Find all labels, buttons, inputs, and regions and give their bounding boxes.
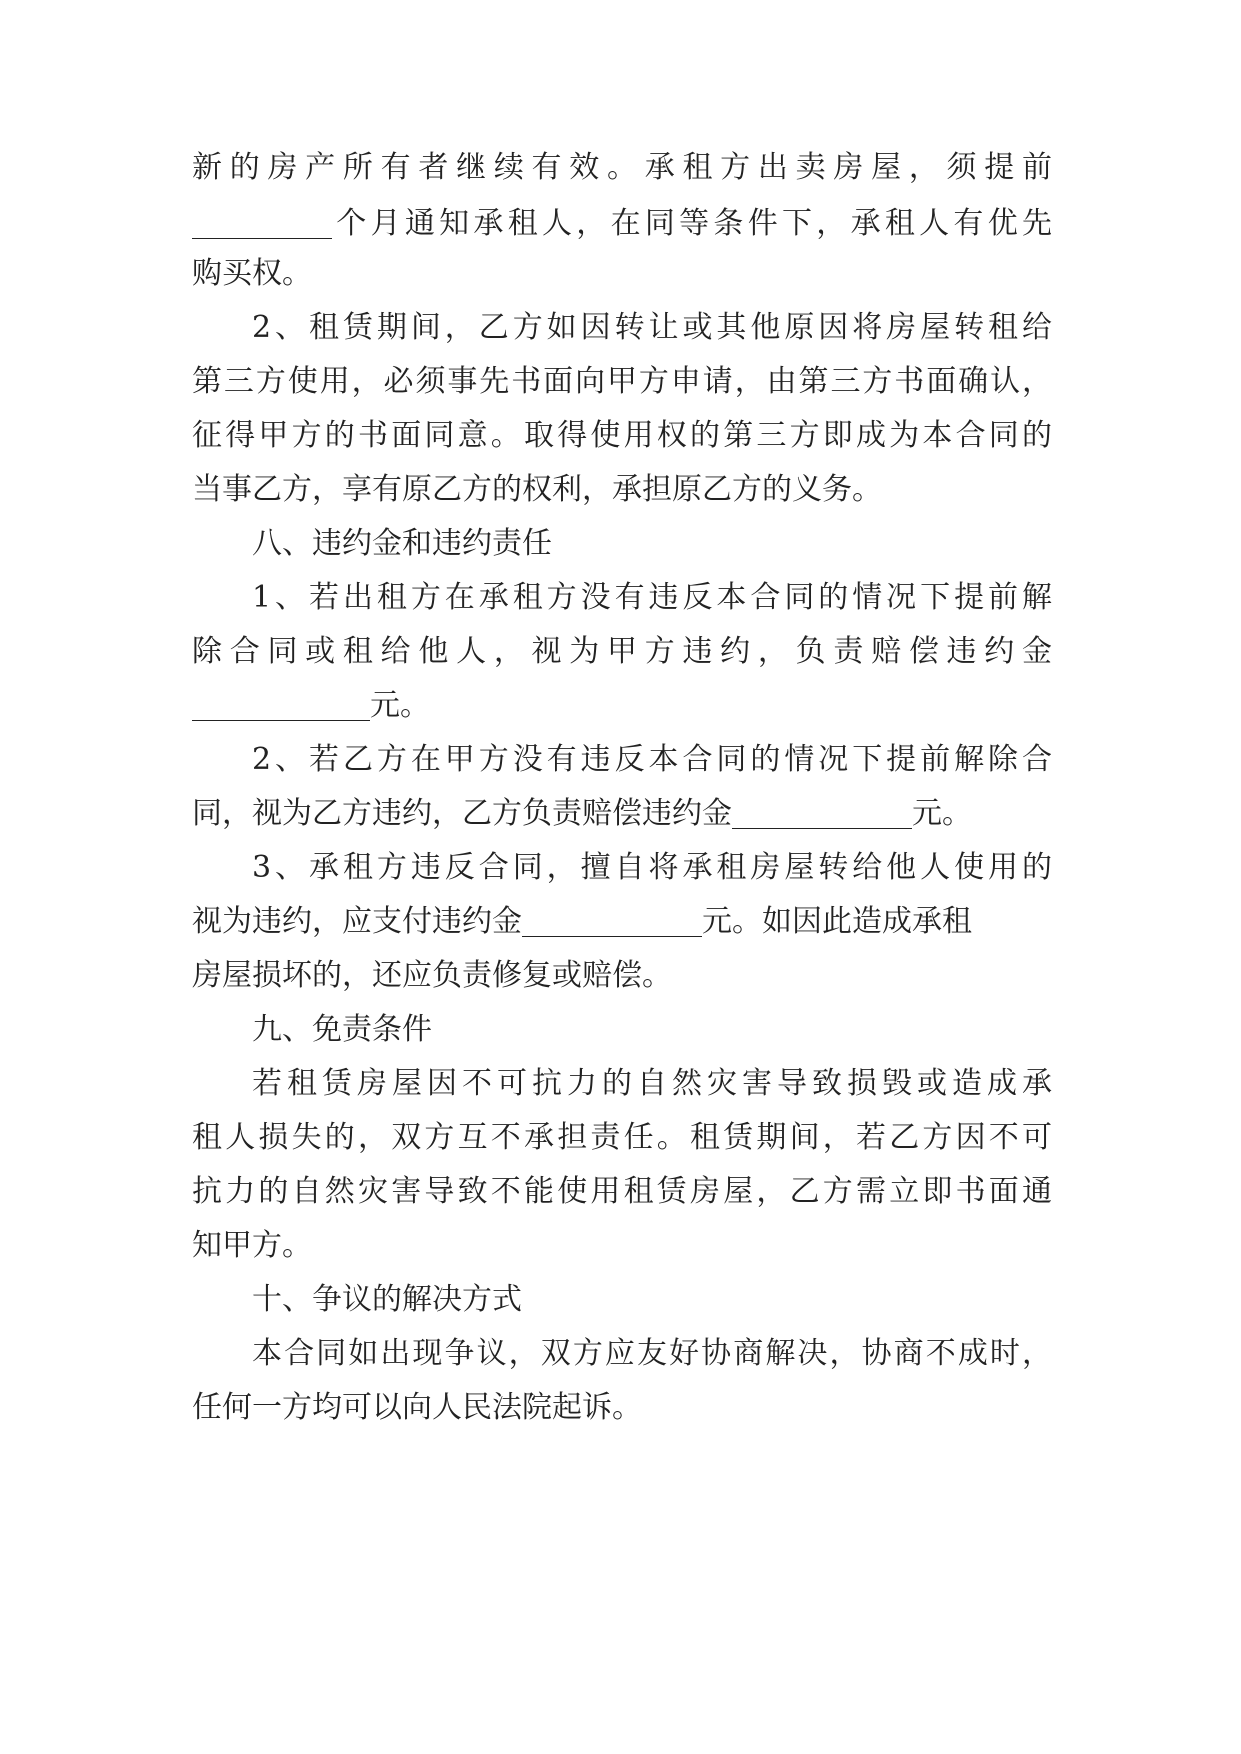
- text-span: 元。如因此造成承租: [702, 904, 972, 939]
- text-span: 新的房产所有者继续有效。承租方出卖房屋，须提前: [192, 150, 1052, 185]
- text-span: 2、租赁期间，乙方如因转让或其他原因将房屋转租给: [252, 310, 1052, 345]
- text-span: 任何一方均可以向人民法院起诉。: [192, 1390, 642, 1425]
- text-span: 1、若出租方在承租方没有违反本合同的情况下提前解: [252, 580, 1052, 615]
- text-span: 抗力的自然灾害导致不能使用租赁房屋，乙方需立即书面通: [192, 1174, 1052, 1209]
- text-span: 元。: [912, 796, 972, 831]
- text-span: 八、违约金和违约责任: [252, 526, 552, 561]
- text-span: 房屋损坏的，还应负责修复或赔偿。: [192, 958, 672, 993]
- text-span: 个月通知承租人，在同等条件下，承租人有优先: [332, 206, 1052, 241]
- fill-in-blank: [522, 902, 702, 937]
- text-span: 3、承租方违反合同，擅自将承租房屋转给他人使用的: [252, 850, 1052, 885]
- text-span: 当事乙方，享有原乙方的权利，承担原乙方的义务。: [192, 472, 882, 507]
- text-span: 租人损失的，双方互不承担责任。租赁期间，若乙方因不可: [192, 1120, 1052, 1155]
- fill-in-blank: [732, 794, 912, 829]
- text-span: 购买权。: [192, 256, 312, 291]
- text-span: 若租赁房屋因不可抗力的自然灾害导致损毁或造成承: [252, 1066, 1052, 1101]
- text-span: 元。: [370, 688, 430, 723]
- fill-in-blank: [192, 686, 370, 721]
- text-span: 九、免责条件: [252, 1012, 432, 1047]
- fill-in-blank: [192, 204, 332, 239]
- text-span: 本合同如出现争议，双方应友好协商解决，协商不成时，: [252, 1336, 1052, 1371]
- text-span: 知甲方。: [192, 1228, 312, 1263]
- text-span: 2、若乙方在甲方没有违反本合同的情况下提前解除合: [252, 742, 1052, 777]
- text-line: [192, 1376, 1052, 1440]
- text-span: 视为违约，应支付违约金: [192, 904, 522, 939]
- text-span: 除合同或租给他人，视为甲方违约，负责赔偿违约金: [192, 634, 1052, 669]
- text-line: [192, 136, 1052, 200]
- text-span: 第三方使用，必须事先书面向甲方申请，由第三方书面确认，: [192, 364, 1052, 399]
- text-span: 同，视为乙方违约，乙方负责赔偿违约金: [192, 796, 732, 831]
- text-span: 征得甲方的书面同意。取得使用权的第三方即成为本合同的: [192, 418, 1052, 453]
- text-span: 十、争议的解决方式: [252, 1282, 522, 1317]
